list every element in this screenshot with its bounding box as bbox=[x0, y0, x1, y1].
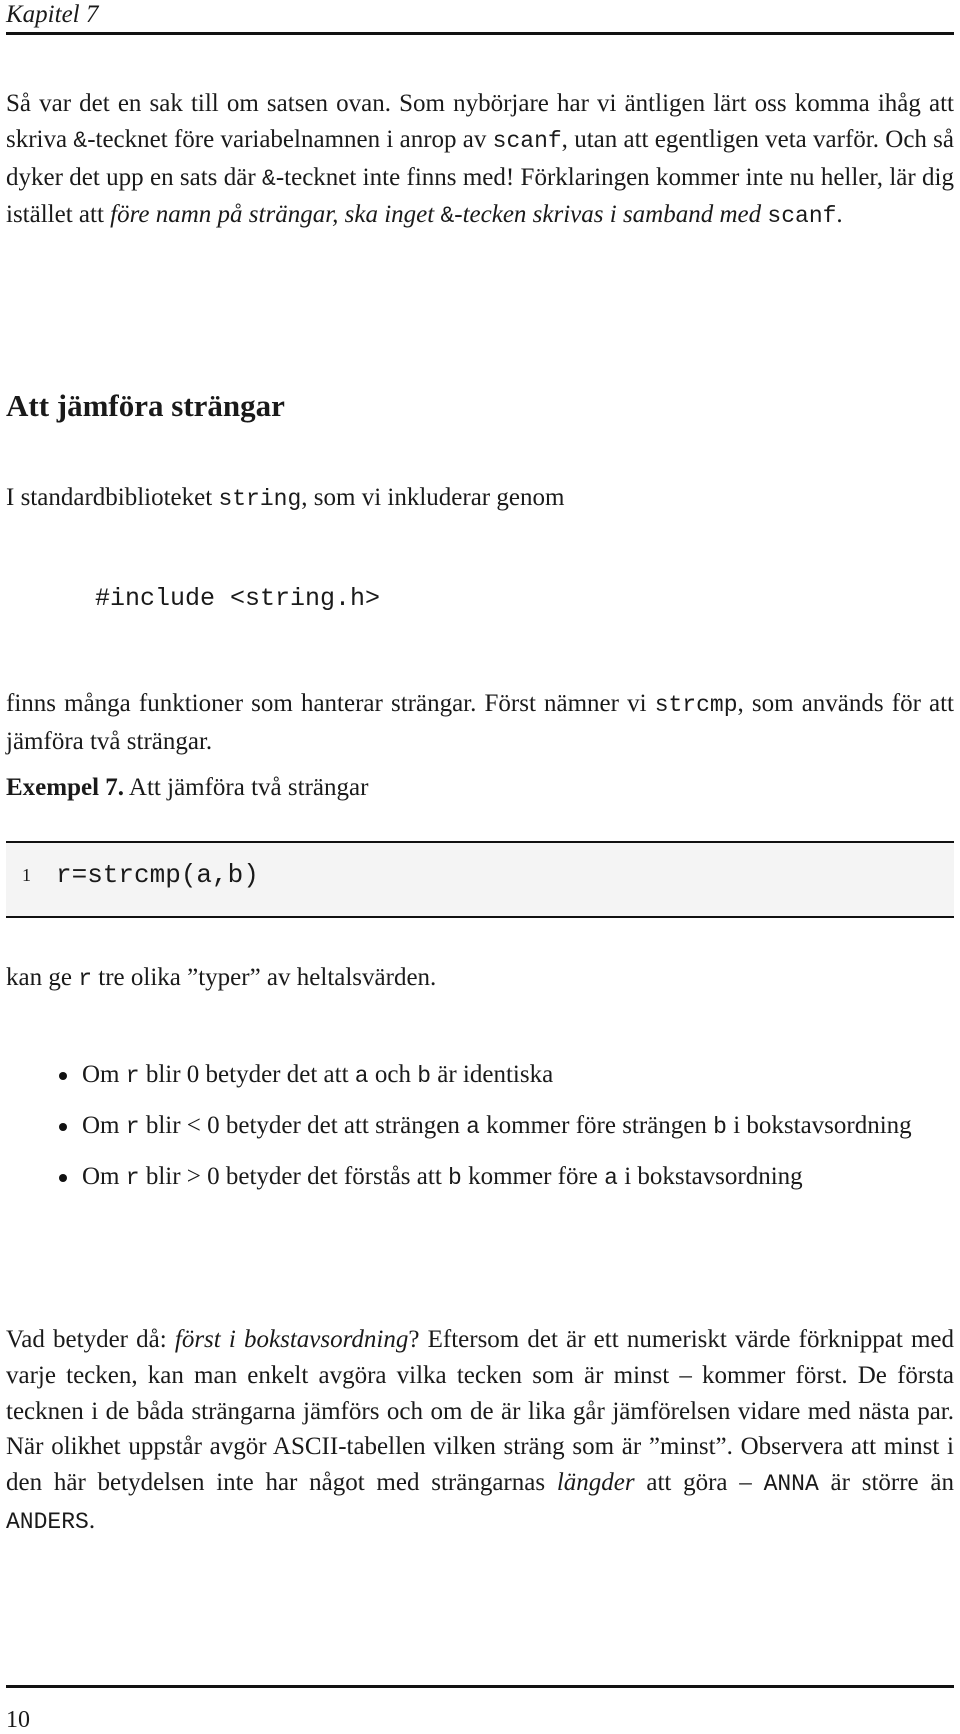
bullet-icon bbox=[59, 1174, 67, 1182]
include-directive: #include <string.h> bbox=[95, 584, 381, 613]
code-listing bbox=[6, 841, 954, 918]
section-heading: Att jämföra strängar bbox=[6, 388, 285, 423]
header-rule bbox=[6, 32, 954, 35]
example-caption bbox=[6, 774, 954, 802]
bullet-list bbox=[6, 1058, 954, 1211]
section-paragraph-1: I standardbiblioteket string, som vi inkluderar genom bbox=[6, 484, 565, 512]
intro-paragraph: Så var det en sak till om satsen ovan. Som nybörjare har vi äntligen lärt oss komma ihåg att skriva &-tecknet före variabelnamnen i anrop av scanf, utan att egentligen veta varför. Och så dyker det upp en sats där &-tecknet inte finns med! Förklaringen kommer inte nu heller, lär dig istället att före namn på strängar, ska inget &-tecken skrivas i samband med scanf. bbox=[6, 90, 955, 230]
chapter-header: Kapitel 7 bbox=[6, 1, 99, 28]
bullet-icon bbox=[59, 1072, 67, 1080]
list-item: Om r blir < 0 betyder det att strängen a kommer före strängen b i bokstavsordning bbox=[6, 1109, 954, 1144]
list-item: Om r blir > 0 betyder det förstås att b kommer före a i bokstavsordning bbox=[6, 1160, 954, 1195]
closing-paragraph: Vad betyder då: först i bokstavsordning? Eftersom det är ett numeriskt värde förknippat med varje tecken, kan man enkelt avgöra vilka tecken som är minst – kommer först. De första tecknen i de båda strängarna jämförs och om de är lika går jämförelsen vidare med nästa par. När olikhet uppstår avgör ASCII-tabellen vilken sträng som är ”minst”. Observera att minst i den här betydelsen inte har något med strängarnas längder att göra – ANNA är större än ANDERS. bbox=[6, 1326, 955, 1535]
footer-rule bbox=[6, 1685, 954, 1688]
line-number: 1 bbox=[22, 865, 31, 885]
after-code-paragraph: kan ge r tre olika ”typer” av heltalsvärden. bbox=[6, 964, 437, 992]
section-paragraph-2: finns många funktioner som hanterar strängar. Först nämner vi strcmp, som används för att jämföra två strängar. bbox=[6, 690, 955, 755]
bullet-icon bbox=[59, 1123, 67, 1131]
list-item: Om r blir 0 betyder det att a och b är identiska bbox=[6, 1058, 954, 1093]
example-label: Exempel 7. bbox=[6, 774, 125, 801]
code-line: r=strcmp(a,b) bbox=[56, 860, 259, 890]
example-title: Att jämföra två strängar bbox=[128, 774, 369, 801]
page-number: 10 bbox=[6, 1707, 30, 1733]
